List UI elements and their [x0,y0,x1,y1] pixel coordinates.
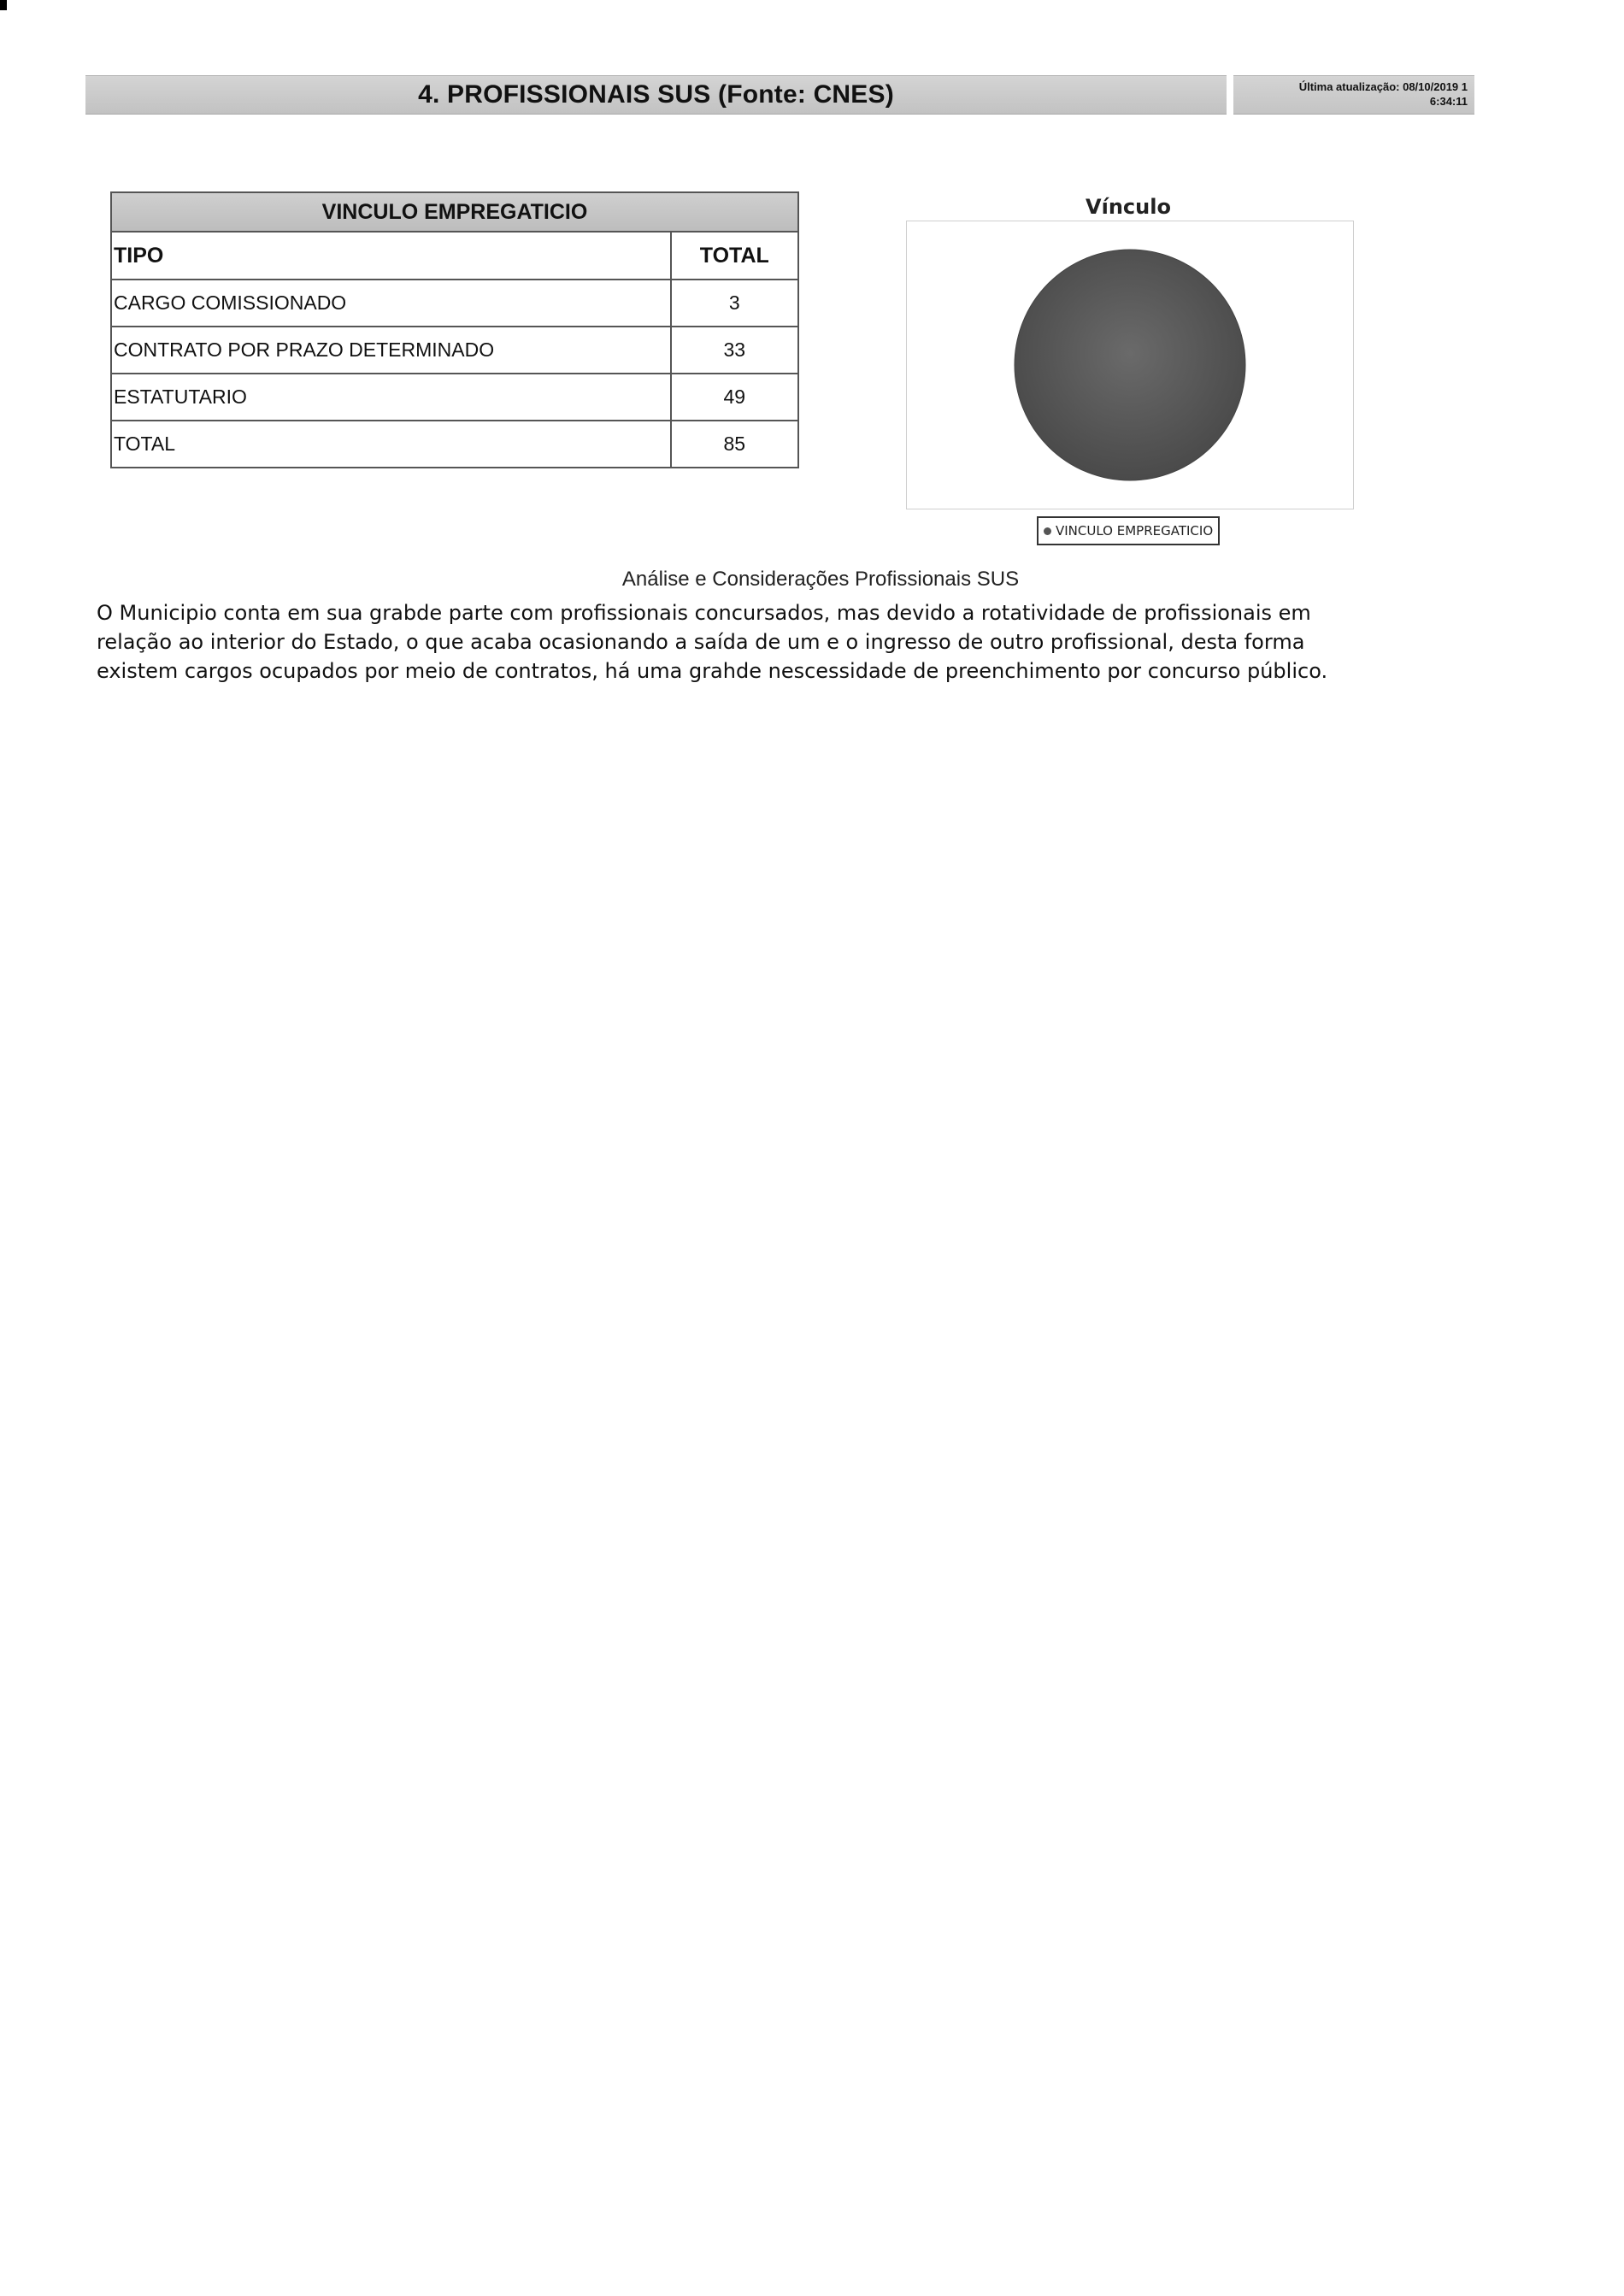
cell-tipo: CONTRATO POR PRAZO DETERMINADO [111,327,671,374]
cell-tipo: ESTATUTARIO [111,374,671,421]
table-caption: VINCULO EMPREGATICIO [111,192,798,232]
table-caption-row [111,192,798,232]
pie-slice [1015,250,1245,480]
analysis-line: O Municipio conta em sua grabde parte com profissionais concursados, mas devido a rotatividade de profissionais em [97,601,1311,625]
analysis-title-text: Análise e Considerações Profissionais SUS [621,568,1020,591]
header-total: TOTAL [671,232,798,280]
chart-legend [1037,516,1220,545]
chart-title: Vínculo [1086,195,1171,219]
cell-total: 3 [671,280,798,327]
analysis-title [0,568,1624,592]
cell-total: 85 [671,421,798,468]
section-header [85,75,1227,115]
last-update-box [1233,75,1474,115]
vinculo-table [110,191,799,468]
analysis-line: relação ao interior do Estado, o que acaba ocasionando a saída de um e o ingresso de outro profissional, desta forma [97,630,1305,654]
cell-tipo: TOTAL [111,421,671,468]
scan-corner-mark [0,0,7,10]
table-header-row [111,232,798,280]
analysis-line: existem cargos ocupados por meio de contratos, há uma grahde nescessidade de preenchimento por concurso público. [97,659,1328,683]
table-row [111,327,798,374]
pie-chart [907,221,1353,509]
last-update-text: Última atualização: 08/10/2019 16:34:11 [1298,80,1468,108]
analysis-body [97,598,1396,686]
cell-total: 33 [671,327,798,374]
cell-tipo: CARGO COMISSIONADO [111,280,671,327]
table-row [111,374,798,421]
pie-chart-frame [906,221,1354,509]
legend-label: VINCULO EMPREGATICIO [1056,523,1214,539]
section-title: 4. PROFISSIONAIS SUS (Fonte: CNES) [418,80,894,109]
header-tipo: TIPO [111,232,671,280]
table-row [111,421,798,468]
legend-marker [1044,527,1051,535]
table-row [111,280,798,327]
cell-total: 49 [671,374,798,421]
